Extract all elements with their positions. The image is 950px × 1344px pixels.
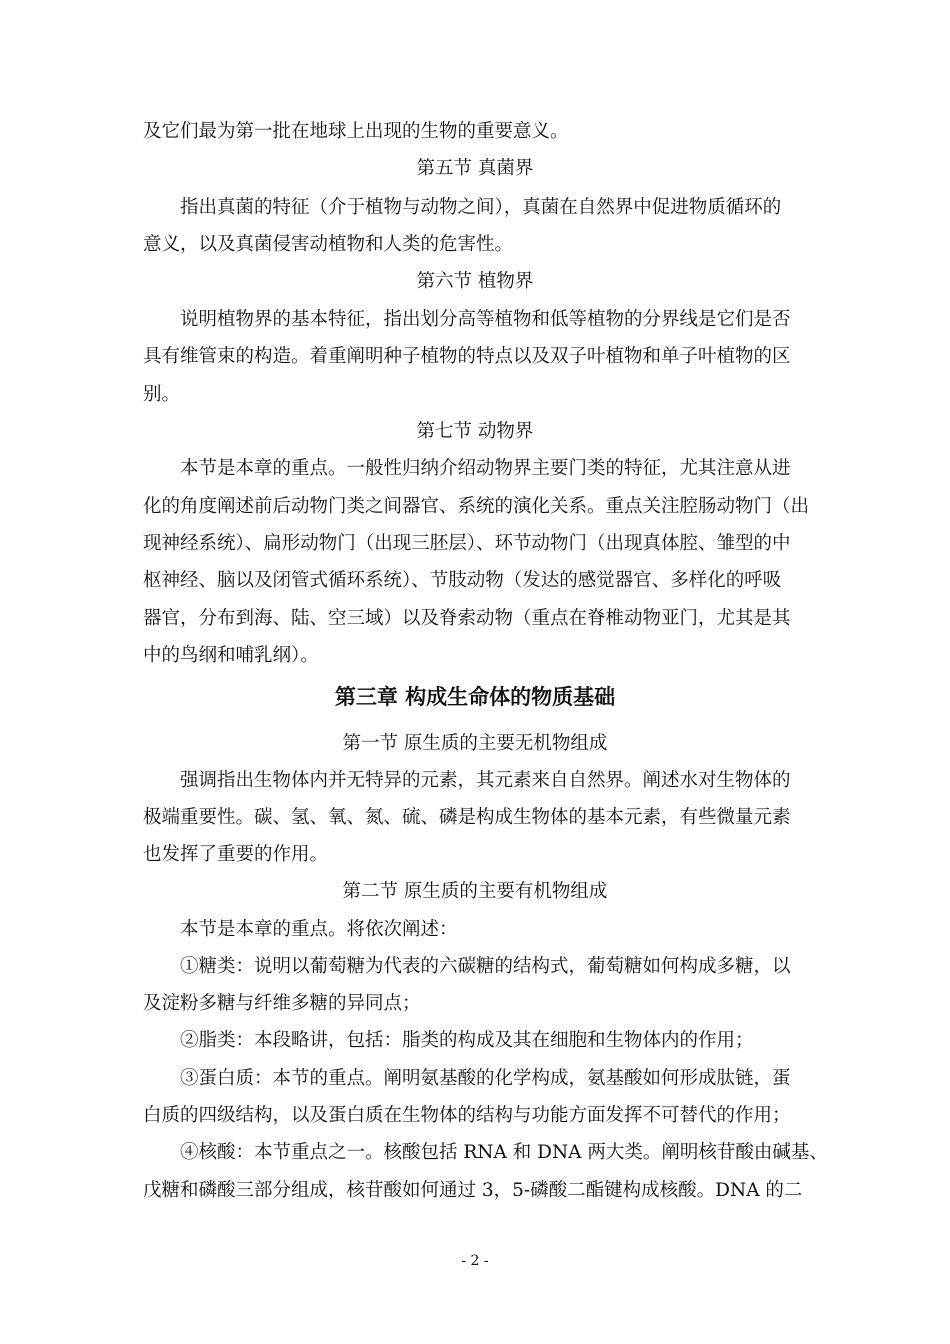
body-text-line: 及淀粉多糖与纤维多糖的异同点；: [143, 993, 421, 1014]
body-text-line: 戊糖和磷酸三部分组成，核苷酸如何通过 3，5-磷酸二酯键构成核酸。DNA 的二: [143, 1180, 803, 1201]
page-number: - 2 -: [461, 1253, 489, 1269]
section-heading: 第一节 原生质的主要无机物组成: [342, 733, 608, 754]
body-text-line: ③蛋白质：本节的重点。阐明氨基酸的化学构成，氨基酸如何形成肽链，蛋: [180, 1068, 791, 1089]
section-heading: 第二节 原生质的主要有机物组成: [342, 881, 608, 902]
body-text-line: 器官，分布到海、陆、空三域）以及脊索动物（重点在脊椎动物亚门，尤其是其: [143, 608, 791, 629]
body-text-line: 化的角度阐述前后动物门类之间器官、系统的演化关系。重点关注腔肠动物门（出: [143, 496, 810, 517]
body-text-line: 具有维管束的构造。着重阐明种子植物的特点以及双子叶植物和单子叶植物的区: [143, 346, 791, 367]
body-text-line: 中的鸟纲和哺乳纲）。: [143, 645, 319, 666]
body-text-line: 别。: [143, 384, 181, 405]
body-text-line: 极端重要性。碳、氢、氧、氮、硫、磷是构成生物体的基本元素，有些微量元素: [143, 807, 791, 828]
section-heading: 第七节 动物界: [416, 421, 534, 442]
body-text-line: 指出真菌的特征（介于植物与动物之间），真菌在自然界中促进物质循环的: [180, 197, 782, 218]
body-text-line: ②脂类：本段略讲，包括：脂类的构成及其在细胞和生物体内的作用；: [180, 1030, 754, 1051]
body-text-line: ④核酸：本节重点之一。核酸包括 RNA 和 DNA 两大类。阐明核苷酸由碱基、: [180, 1142, 828, 1163]
body-text-line: 强调指出生物体内并无特异的元素，其元素来自自然界。阐述水对生物体的: [180, 770, 791, 791]
body-text-line: 意义，以及真菌侵害动植物和人类的危害性。: [143, 234, 514, 255]
body-text-line: 现神经系统）、扁形动物门（出现三胚层）、环节动物门（出现真体腔、雏型的中: [143, 533, 791, 554]
body-text-line: 及它们最为第一批在地球上出现的生物的重要意义。: [143, 121, 569, 142]
body-text-line: 本节是本章的重点。将依次阐述：: [180, 919, 458, 940]
section-heading: 第五节 真菌界: [416, 158, 534, 179]
body-text-line: ①糖类：说明以葡萄糖为代表的六碳糖的结构式，葡萄糖如何构成多糖，以: [180, 956, 791, 977]
section-heading: 第六节 植物界: [416, 271, 534, 292]
body-text-line: 白质的四级结构，以及蛋白质在生物体的结构与功能方面发挥不可替代的作用；: [143, 1105, 791, 1126]
body-text-line: 本节是本章的重点。一般性归纳介绍动物界主要门类的特征，尤其注意从进: [180, 458, 791, 479]
body-text-line: 枢神经、脑以及闭管式循环系统）、节肢动物（发达的感觉器官、多样化的呼吸: [143, 570, 782, 591]
body-text-line: 也发挥了重要的作用。: [143, 844, 329, 865]
chapter-title: 第三章 构成生命体的物质基础: [334, 685, 616, 709]
body-text-line: 说明植物界的基本特征，指出划分高等植物和低等植物的分界线是它们是否: [180, 309, 791, 330]
